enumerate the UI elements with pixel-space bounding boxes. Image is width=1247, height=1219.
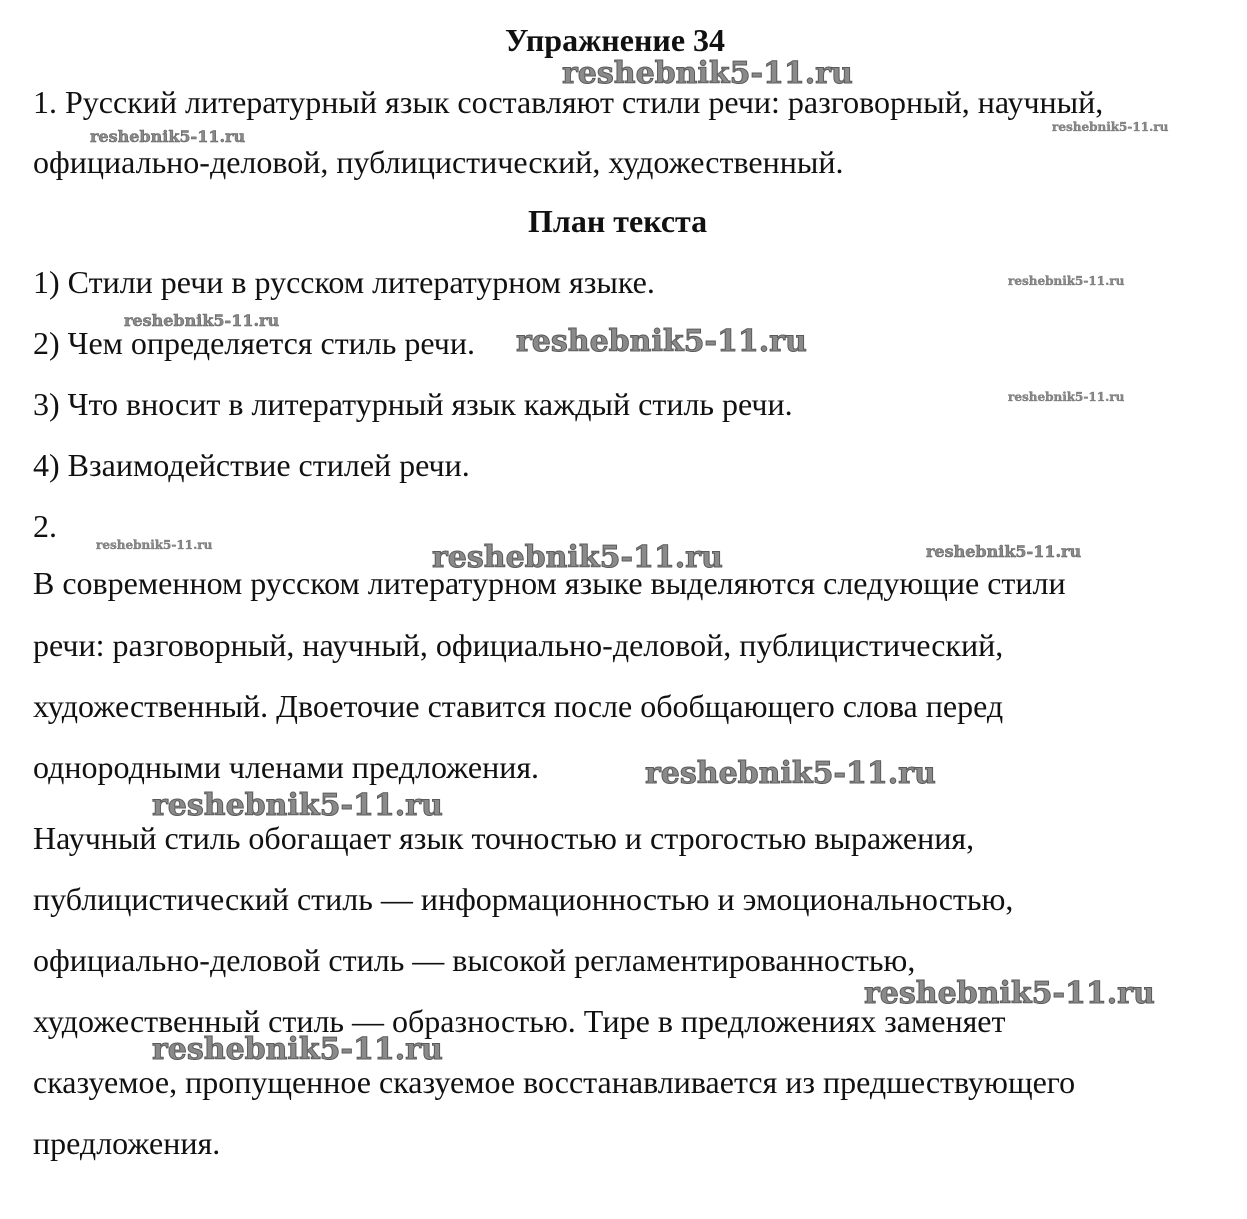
plan-item-1: 1) Стили речи в русском литературном языке. bbox=[33, 264, 655, 300]
part2-line-3: художественный. Двоеточие ставится после обобщающего слова перед bbox=[33, 688, 1004, 724]
watermark: reshebnik5-11.ru bbox=[152, 788, 443, 823]
part2-line-8: художественный стиль — образностью. Тире в предложениях заменяет bbox=[33, 1003, 1006, 1039]
watermark: reshebnik5-11.ru bbox=[562, 56, 853, 91]
part2-line-2: речи: разговорный, научный, официально-деловой, публицистический, bbox=[33, 627, 1004, 663]
part2-line-4: однородными членами предложения. bbox=[33, 749, 540, 785]
watermark: reshebnik5-11.ru bbox=[516, 324, 807, 359]
part2-line-1: В современном русском литературном языке выделяются следующие стили bbox=[33, 565, 1066, 601]
plan-heading: План текста bbox=[528, 203, 708, 239]
part1-line-1: 1. Русский литературный язык составляют стили речи: разговорный, научный, bbox=[33, 84, 1104, 120]
watermark: reshebnik5-11.ru bbox=[96, 538, 213, 552]
part2-line-10: предложения. bbox=[33, 1125, 221, 1161]
watermark: reshebnik5-11.ru bbox=[864, 976, 1155, 1011]
watermark: reshebnik5-11.ru bbox=[645, 756, 936, 791]
watermark: reshebnik5-11.ru bbox=[1052, 120, 1169, 134]
part2-line-6: публицистический стиль — информационностью и эмоциональностью, bbox=[33, 881, 1014, 917]
plan-item-4: 4) Взаимодействие стилей речи. bbox=[33, 447, 470, 483]
exercise-title: Упражнение 34 bbox=[505, 22, 726, 58]
plan-item-3: 3) Что вносит в литературный язык каждый стиль речи. bbox=[33, 386, 793, 422]
watermark: reshebnik5-11.ru bbox=[926, 542, 1082, 561]
watermark: reshebnik5-11.ru bbox=[124, 311, 280, 330]
watermark: reshebnik5-11.ru bbox=[432, 540, 723, 575]
plan-item-2: 2) Чем определяется стиль речи. bbox=[33, 325, 475, 361]
watermark: reshebnik5-11.ru bbox=[152, 1032, 443, 1067]
part1-line-2: официально-деловой, публицистический, художественный. bbox=[33, 144, 844, 180]
part2-line-5: Научный стиль обогащает язык точностью и строгостью выражения, bbox=[33, 820, 975, 856]
part2-line-9: сказуемое, пропущенное сказуемое восстанавливается из предшествующего bbox=[33, 1064, 1076, 1100]
watermark: reshebnik5-11.ru bbox=[1008, 274, 1125, 288]
watermark: reshebnik5-11.ru bbox=[90, 127, 246, 146]
watermark: reshebnik5-11.ru bbox=[1008, 390, 1125, 404]
part2-line-7: официально-деловой стиль — высокой регламентированностью, bbox=[33, 942, 916, 978]
part2-number: 2. bbox=[33, 508, 57, 544]
